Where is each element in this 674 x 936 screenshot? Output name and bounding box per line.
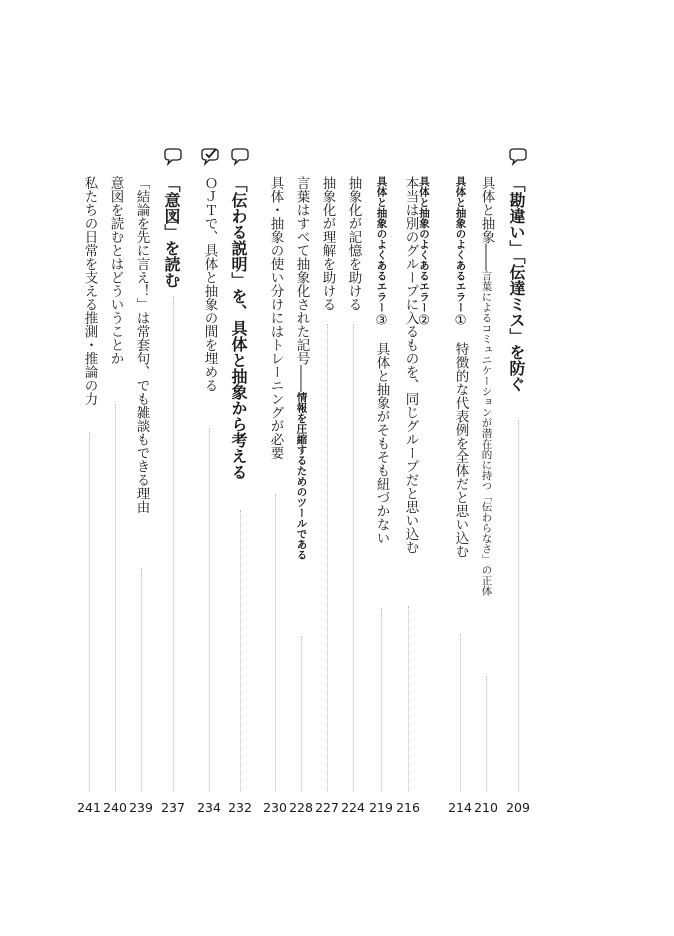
section-heading-1[interactable]: 「勘違い」「伝達ミス」を防ぐ bbox=[507, 176, 526, 392]
toc-entry[interactable]: 意図を読むとはどういうことか bbox=[107, 176, 124, 365]
page-number: 209 bbox=[506, 800, 530, 815]
entry-number: ② bbox=[416, 312, 432, 329]
entry-label: 具体と抽象のよくあるエラー bbox=[418, 176, 430, 313]
leader-line bbox=[115, 404, 116, 792]
entry-label: 具体と抽象のよくあるエラー bbox=[454, 176, 467, 313]
entry-text: 具体と抽象がそもそも紐づかない bbox=[373, 342, 390, 545]
toc-entry[interactable]: 言葉はすべて抽象化された記号――情報を圧縮するためのツールである bbox=[293, 176, 310, 560]
toc-entry[interactable]: ＯＪＴで、具体と抽象の間を埋める bbox=[201, 176, 218, 392]
toc-entry[interactable] bbox=[374, 176, 388, 545]
toc-entry[interactable]: 抽象化が記憶を助ける bbox=[345, 176, 362, 311]
leader-line bbox=[173, 296, 174, 792]
leader-line bbox=[275, 494, 276, 792]
toc-entry[interactable]: 「結論を先に言え！」は常套句、でも雑談もできる理由 bbox=[133, 176, 150, 514]
page-number: 234 bbox=[197, 800, 221, 815]
toc-entry[interactable]: 抽象化が理解を助ける bbox=[319, 176, 336, 311]
leader-line bbox=[327, 324, 328, 792]
toc-entry[interactable]: 具体・抽象の使い分けにはトレーニングが必要 bbox=[267, 176, 284, 460]
page-number: 241 bbox=[77, 800, 101, 815]
section-heading-3[interactable]: 「意図」を読む bbox=[162, 176, 181, 288]
leader-line bbox=[381, 608, 382, 792]
entry-text: 具体と抽象―― bbox=[478, 176, 495, 271]
entry-subtitle: 情報を圧縮するためのツールである bbox=[295, 392, 308, 560]
page-number: 239 bbox=[129, 800, 153, 815]
page-number: 240 bbox=[103, 800, 127, 815]
section-heading-2[interactable]: 「伝わる説明」を、具体と抽象から考える bbox=[229, 176, 248, 480]
entry-label: 具体と抽象のよくあるエラー bbox=[375, 176, 388, 313]
toc-entry[interactable] bbox=[453, 176, 467, 558]
leader-line bbox=[209, 428, 210, 792]
leader-line bbox=[89, 432, 90, 792]
page-number: 230 bbox=[263, 800, 287, 815]
page-number: 210 bbox=[474, 800, 498, 815]
speech-bubble-icon bbox=[162, 146, 184, 168]
toc-entry[interactable] bbox=[403, 176, 430, 554]
page-number: 219 bbox=[369, 800, 393, 815]
leader-line bbox=[141, 568, 142, 792]
leader-line bbox=[518, 420, 519, 792]
page-number: 214 bbox=[448, 800, 472, 815]
entry-text: 言葉はすべて抽象化された記号 bbox=[293, 176, 310, 365]
leader-line bbox=[301, 636, 302, 792]
speech-bubble-icon bbox=[507, 146, 529, 168]
entry-number: ① bbox=[452, 312, 469, 329]
check-bubble-icon bbox=[199, 146, 221, 168]
page-number: 237 bbox=[161, 800, 185, 815]
entry-number: ③ bbox=[373, 312, 390, 329]
leader-line bbox=[240, 510, 241, 792]
entry-text: 本当は別のグループに入るものを、同じグループだと思い込む bbox=[402, 176, 419, 554]
entry-text: 特徴的な代表例を全体だと思い込む bbox=[452, 342, 469, 558]
page-number: 227 bbox=[315, 800, 339, 815]
page-number: 216 bbox=[396, 800, 420, 815]
page-number: 232 bbox=[228, 800, 252, 815]
page-number: 228 bbox=[289, 800, 313, 815]
toc-entry[interactable]: 私たちの日常を支える推測・推論の力 bbox=[81, 176, 98, 406]
page-number: 224 bbox=[341, 800, 365, 815]
entry-subtitle: 言葉によるコミュニケーションが潜在的に持つ「伝わらなさ」の正体 bbox=[480, 270, 493, 596]
speech-bubble-icon bbox=[229, 146, 251, 168]
leader-line bbox=[486, 676, 487, 792]
leader-line bbox=[460, 634, 461, 792]
leader-line bbox=[408, 606, 409, 792]
toc-entry[interactable] bbox=[479, 176, 493, 596]
leader-line bbox=[353, 324, 354, 792]
